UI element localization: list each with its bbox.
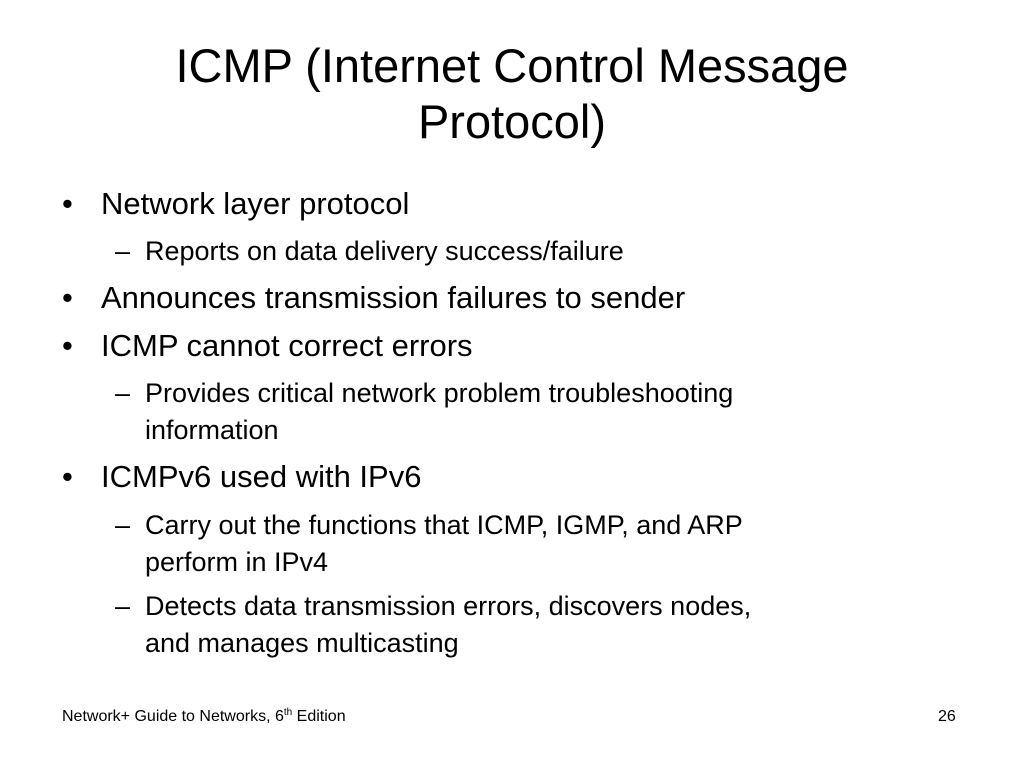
sub-item-reports: Reports on data delivery success/failure [145, 236, 624, 266]
bullet-item-announces: Announces transmission failures to sender [101, 280, 686, 315]
slide-title-line-1: ICMP (Internet Control Message [175, 39, 849, 92]
page-number: 26 [938, 708, 956, 725]
sub-item-provides-line-2: information [145, 415, 279, 445]
bullet-item-network-layer: Network layer protocol [101, 186, 410, 221]
dash-icon: – [115, 236, 131, 266]
sub-item-carry-out-line-1: Carry out the functions that ICMP, IGMP, and ARP [145, 510, 743, 540]
slide-title-line-2: Protocol) [417, 95, 607, 148]
dash-icon: – [115, 378, 131, 408]
footer-source [62, 707, 346, 727]
footer-source-sup: th [283, 707, 293, 718]
sub-item-provides-line-1: Provides critical network problem troubleshooting [145, 378, 734, 408]
bullet-icon: • [62, 280, 73, 315]
footer-source-suffix: Edition [292, 708, 346, 725]
bullet-icon: • [62, 186, 73, 221]
bullet-icon: • [62, 328, 73, 363]
bullet-icon: • [62, 459, 73, 494]
bullet-item-icmpv6: ICMPv6 used with IPv6 [101, 459, 422, 494]
bullet-item-cannot-correct: ICMP cannot correct errors [101, 328, 473, 363]
sub-item-detects-line-1: Detects data transmission errors, discovers nodes, [145, 591, 752, 621]
dash-icon: – [115, 591, 131, 621]
sub-item-carry-out-line-2: perform in IPv4 [145, 547, 329, 577]
dash-icon: – [115, 510, 131, 540]
footer-source-prefix: Network+ Guide to Networks, 6 [62, 708, 284, 725]
sub-item-detects-line-2: and manages multicasting [145, 628, 459, 658]
